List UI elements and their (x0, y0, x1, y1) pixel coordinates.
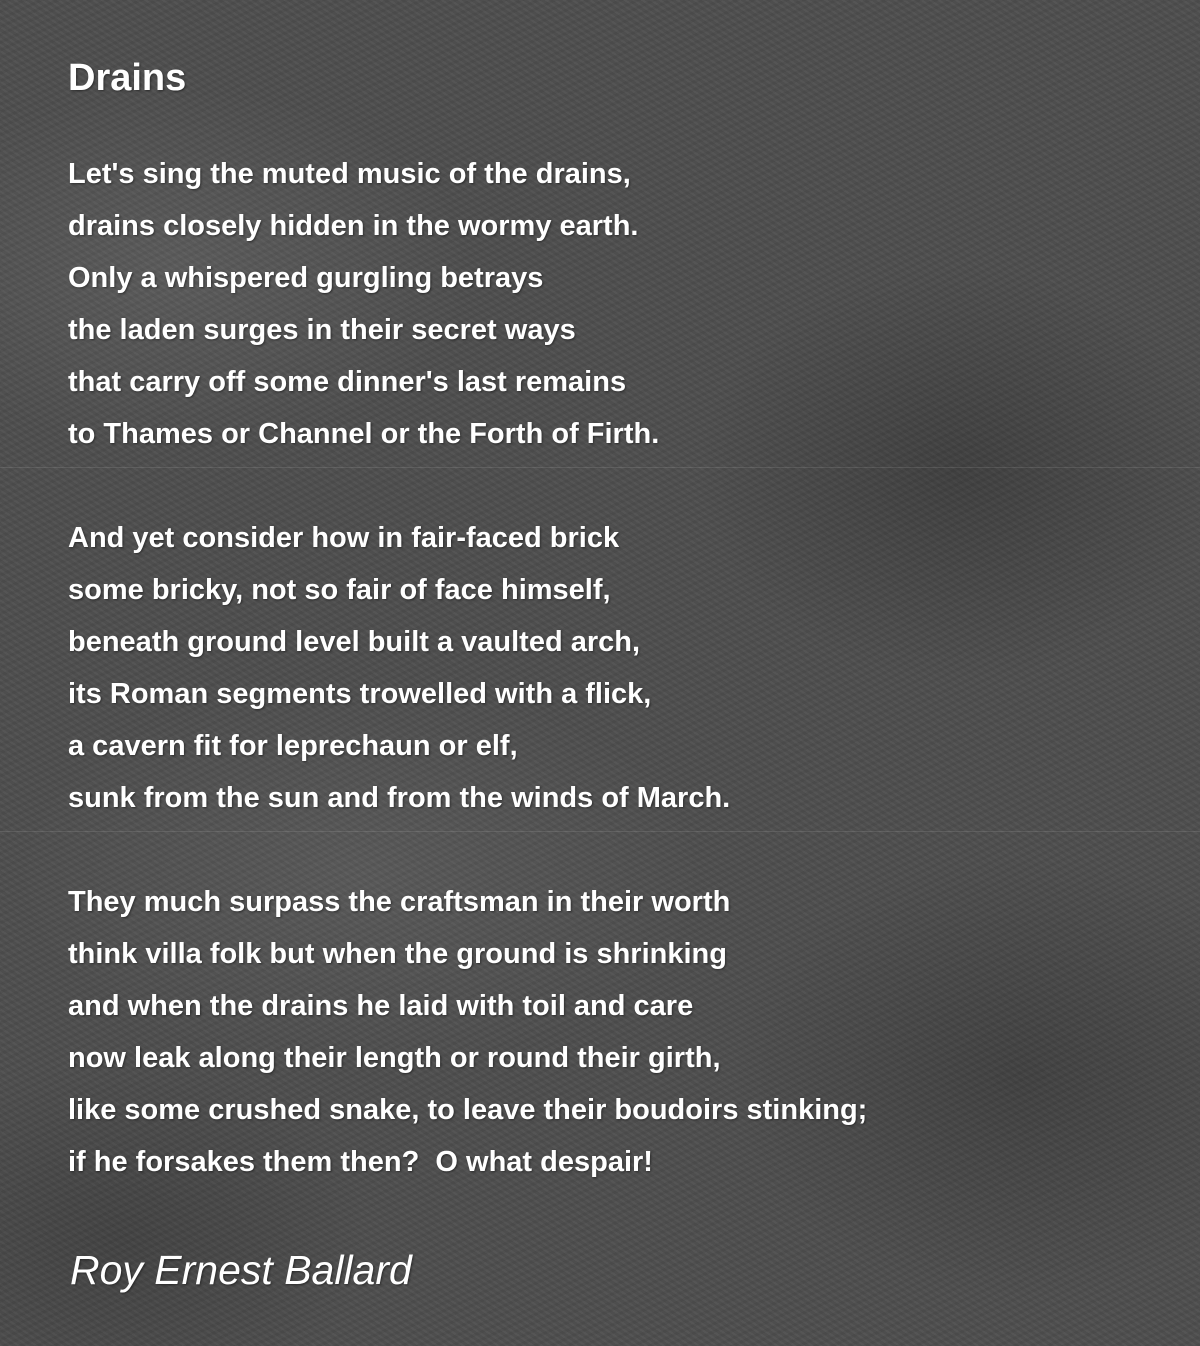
poem-line: some bricky, not so fair of face himself, (68, 574, 611, 606)
poem-line: that carry off some dinner's last remains (68, 366, 627, 398)
poem-line: drains closely hidden in the wormy earth. (68, 210, 639, 242)
poem-line: now leak along their length or round their girth, (68, 1042, 721, 1074)
stanza-2 (68, 512, 1148, 824)
poem-line: a cavern fit for leprechaun or elf, (68, 730, 518, 762)
poem-line: beneath ground level built a vaulted arch, (68, 626, 641, 658)
stanza-3 (68, 876, 1148, 1188)
poem-line: think villa folk but when the ground is shrinking (68, 938, 727, 970)
poem-author: Roy Ernest Ballard (70, 1247, 412, 1293)
poem-line: its Roman segments trowelled with a flick, (68, 678, 652, 710)
poem-line: And yet consider how in fair-faced brick (68, 522, 620, 554)
poem-line: sunk from the sun and from the winds of March. (68, 782, 731, 814)
poem-line: to Thames or Channel or the Forth of Firth. (68, 418, 660, 450)
stanza-1 (68, 148, 1148, 460)
poem-line: Let's sing the muted music of the drains, (68, 158, 631, 190)
poem-line: the laden surges in their secret ways (68, 314, 576, 346)
poem-line: and when the drains he laid with toil and care (68, 990, 694, 1022)
poem-line: like some crushed snake, to leave their boudoirs stinking; (68, 1094, 868, 1126)
poem-line: if he forsakes them then? O what despair! (68, 1146, 653, 1178)
poem-line: They much surpass the craftsman in their worth (68, 886, 731, 918)
poem-title: Drains (68, 57, 187, 99)
poem-container (68, 52, 1148, 1240)
poem-line: Only a whispered gurgling betrays (68, 262, 544, 294)
